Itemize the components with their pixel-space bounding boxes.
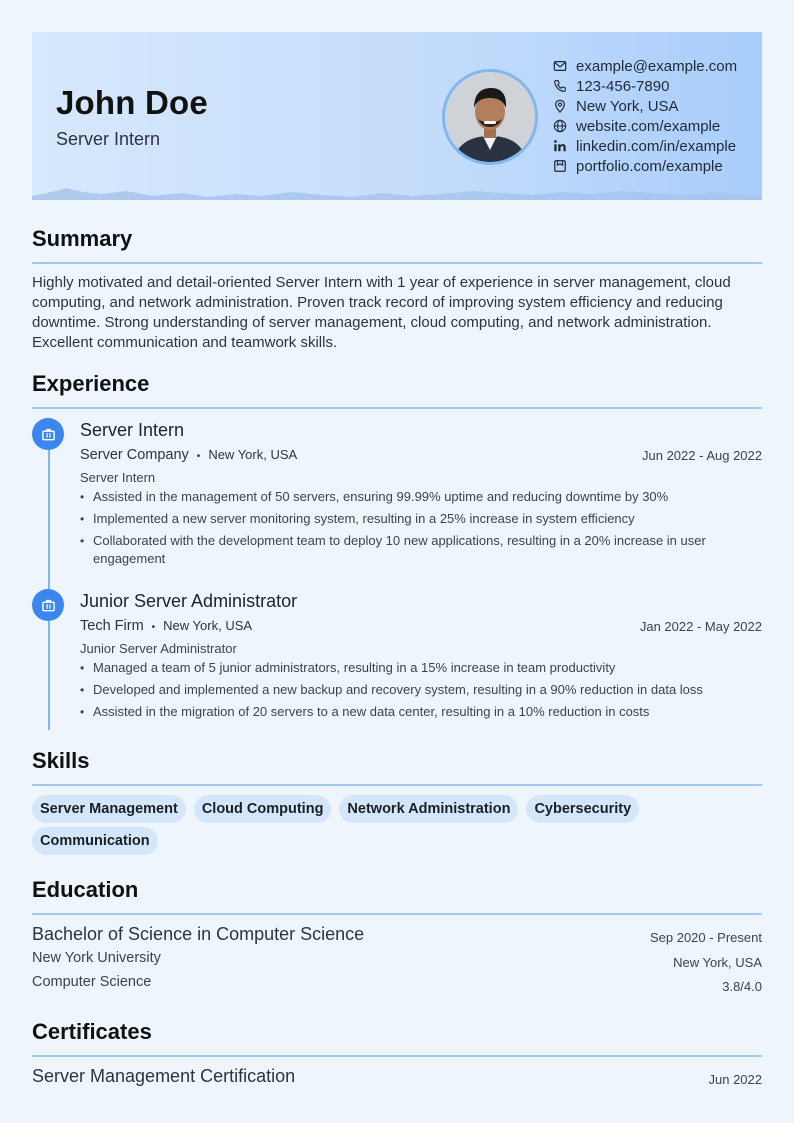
job-entry-2: Junior Server Administrator Tech Firm • New York, USA Jan 2022 - May 2022 Junior Server Administrator • Managed a team of 5 junior administrators, resulting in a 15% increase in team productivity • Developed and implemented a new backup and recovery system, resulting in a 90% reduction in data loss • Assisted in the migration of 20 servers to a new data center, resulting in a 10% reduction in costs (32, 591, 762, 725)
contact-website[interactable] (552, 116, 737, 136)
job-subtitle: Server Intern (80, 469, 156, 485)
education-date: Sep 2020 - Present (649, 929, 762, 945)
job-bullets (80, 488, 720, 568)
linkedin-icon (552, 138, 568, 154)
contact-website-text: website.com/example (576, 117, 721, 135)
portfolio-icon (552, 158, 568, 174)
skill-chip: Server Management (32, 795, 186, 823)
education-heading: Education (32, 877, 139, 902)
certificate-date: Jun 2022 (708, 1071, 762, 1087)
contact-location (552, 96, 737, 116)
contact-phone-text: 123-456-7890 (576, 77, 670, 95)
list-item: • Developed and implemented a new backup and recovery system, resulting in a 90% reduction in data loss (80, 681, 720, 699)
location-pin-icon (552, 98, 568, 114)
skill-chip: Cybersecurity (526, 795, 639, 823)
list-item: • Implemented a new server monitoring system, resulting in a 25% increase in system efficiency (80, 510, 720, 528)
contact-linkedin[interactable] (552, 136, 737, 156)
summary-section (32, 226, 762, 353)
job-title: Server Intern (80, 420, 185, 440)
certificates-heading: Certificates (32, 1019, 152, 1044)
job-date: Jun 2022 - Aug 2022 (642, 447, 762, 463)
certificate-name: Server Management Certification (32, 1066, 296, 1086)
skill-chip: Communication (32, 827, 158, 855)
skills-list (32, 795, 652, 859)
section-divider (32, 407, 762, 409)
contact-portfolio-text: portfolio.com/example (576, 157, 723, 175)
contact-location-text: New York, USA (576, 97, 679, 115)
section-divider (32, 1055, 762, 1057)
contact-portfolio[interactable] (552, 156, 737, 176)
skill-chip: Cloud Computing (194, 795, 332, 823)
education-location: New York, USA (673, 954, 762, 970)
contact-phone[interactable] (552, 76, 737, 96)
education-school: New York University (32, 950, 161, 966)
list-item: • Collaborated with the development team to deploy 10 new applications, resulting in a 20% increase in user engagement (80, 532, 720, 568)
job-date: Jan 2022 - May 2022 (639, 618, 762, 634)
job-location: New York, USA (163, 618, 253, 633)
education-degree: Bachelor of Science in Computer Science (32, 924, 365, 944)
summary-text: Highly motivated and detail-oriented Server Intern with 1 year of experience in server management, cloud computing, and network administration. Proven track record of improving system efficiency and reducing downtime. Strong understanding of server management, cloud computing, and network administration. Excellent communication and teamwork skills. (32, 274, 731, 351)
job-company: Server Company (80, 447, 189, 463)
summary-heading: Summary (32, 226, 133, 251)
contact-email[interactable] (552, 56, 737, 76)
certificate-row (32, 1066, 762, 1092)
list-item: • Assisted in the migration of 20 servers to a new data center, resulting in a 10% reduction in costs (80, 703, 720, 721)
skill-chip: Network Administration (339, 795, 518, 823)
resume-header (32, 32, 762, 200)
skills-section (32, 748, 762, 859)
phone-icon (552, 78, 568, 94)
candidate-name: John Doe (56, 84, 208, 121)
section-divider (32, 784, 762, 786)
job-title: Junior Server Administrator (80, 591, 298, 611)
experience-heading: Experience (32, 371, 150, 396)
section-divider (32, 262, 762, 264)
experience-section (32, 371, 762, 409)
contact-list (552, 56, 737, 176)
job-subtitle: Junior Server Administrator (80, 640, 237, 656)
skills-heading: Skills (32, 748, 90, 773)
list-item: • Managed a team of 5 junior administrators, resulting in a 15% increase in team productivity (80, 659, 720, 677)
candidate-role: Server Intern (56, 129, 161, 149)
education-section (32, 877, 762, 998)
education-gpa: 3.8/4.0 (722, 978, 762, 994)
profile-photo (442, 69, 538, 165)
mail-icon (552, 58, 568, 74)
job-company: Tech Firm (80, 618, 144, 634)
education-field: Computer Science (32, 974, 152, 990)
section-divider (32, 913, 762, 915)
contact-email-text: example@example.com (576, 57, 738, 75)
certificates-section (32, 1019, 762, 1092)
job-bullets (80, 659, 720, 721)
job-location: New York, USA (208, 447, 298, 462)
contact-linkedin-text: linkedin.com/in/example (576, 137, 737, 155)
globe-icon (552, 118, 568, 134)
header-wave-decoration (32, 184, 762, 200)
job-entry-1: Server Intern Server Company • New York, USA Jun 2022 - Aug 2022 Server Intern • Assisted in the management of 50 servers, ensuring 99.99% uptime and reducing downtime by 30% • Implemented a new server monitoring system, resulting in a 25% increase in system efficiency • Collaborated with the development team to deploy 10 new applications, resulting in a 20% increase in user engagement (32, 420, 762, 572)
list-item: • Assisted in the management of 50 servers, ensuring 99.99% uptime and reducing downtime by 30% (80, 488, 720, 506)
